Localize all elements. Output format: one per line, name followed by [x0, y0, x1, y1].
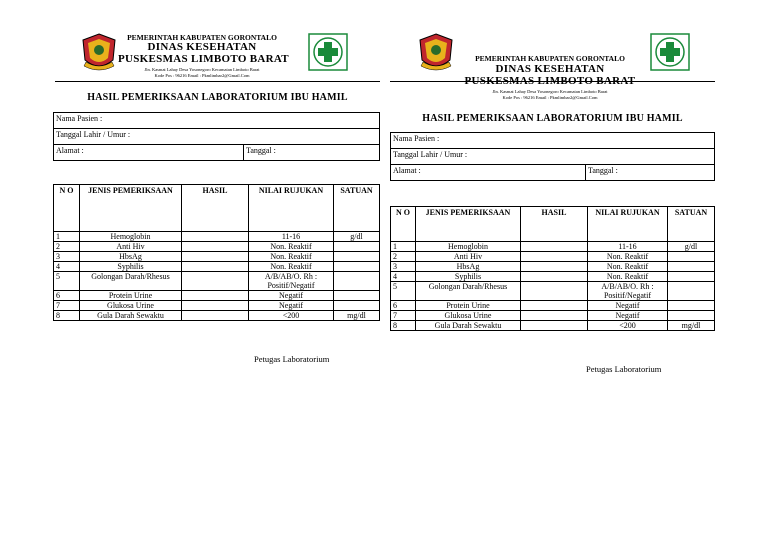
row-number: 2: [54, 242, 80, 252]
unit-cell: mg/dl: [334, 311, 380, 321]
row-number: 8: [391, 321, 416, 331]
exam-name: Protein Urine: [80, 291, 182, 301]
header-divider: [55, 81, 380, 82]
address-line-2: Kode Pos : 96216 Email : Pkmlimbar2@Gmail.Com: [502, 95, 598, 100]
col-jenis: JENIS PEMERIKSAAN: [416, 207, 521, 242]
result-cell[interactable]: [182, 232, 249, 242]
col-satuan: SATUAN: [334, 185, 380, 232]
unit-cell: [334, 262, 380, 272]
result-cell[interactable]: [521, 282, 588, 301]
exam-name: Gula Darah Sewaktu: [80, 311, 182, 321]
document-title: HASIL PEMERIKSAAN LABORATORIUM IBU HAMIL: [422, 113, 683, 124]
exam-name: HbsAg: [80, 252, 182, 262]
reference-value: Non. Reaktif: [588, 252, 668, 262]
address-field[interactable]: Alamat :: [391, 165, 586, 181]
col-nilai: NILAI RUJUKAN: [588, 207, 668, 242]
exam-name: Golongan Darah/Rhesus: [80, 272, 182, 291]
result-cell[interactable]: [182, 311, 249, 321]
dinas-name: DINAS KESEHATAN: [495, 63, 605, 75]
table-row: [54, 262, 380, 272]
table-row: [54, 232, 380, 242]
result-cell[interactable]: [521, 262, 588, 272]
col-satuan: SATUAN: [668, 207, 715, 242]
address-line-2: Kode Pos : 96216 Email : Pkmlimbar2@Gmail.Com: [154, 73, 250, 78]
result-cell[interactable]: [521, 272, 588, 282]
reference-value: Negatif: [588, 311, 668, 321]
lab-results-table: [53, 184, 380, 321]
address-field[interactable]: Alamat :: [54, 145, 244, 161]
exam-name: HbsAg: [416, 262, 521, 272]
health-cross-icon: [308, 33, 348, 71]
table-row: [391, 301, 715, 311]
reference-value: 11-16: [249, 232, 334, 242]
date-field[interactable]: Tanggal :: [244, 145, 380, 161]
row-number: 7: [54, 301, 80, 311]
reference-value: Negatif: [588, 301, 668, 311]
exam-name: Anti Hiv: [80, 242, 182, 252]
signature-label: Petugas Laboratorium: [586, 364, 662, 374]
row-number: 1: [391, 242, 416, 252]
row-number: 1: [54, 232, 80, 242]
reference-value: Non. Reaktif: [588, 262, 668, 272]
table-row: [391, 311, 715, 321]
result-cell[interactable]: [182, 262, 249, 272]
col-jenis: JENIS PEMERIKSAAN: [80, 185, 182, 232]
row-number: 6: [391, 301, 416, 311]
reference-value: 11-16: [588, 242, 668, 252]
reference-value: Non. Reaktif: [249, 252, 334, 262]
col-no: N O: [54, 185, 80, 232]
result-cell[interactable]: [521, 301, 588, 311]
unit-cell: [668, 262, 715, 272]
col-nilai: NILAI RUJUKAN: [249, 185, 334, 232]
unit-cell: g/dl: [668, 242, 715, 252]
puskesmas-name: PUSKESMAS LIMBOTO BARAT: [464, 75, 636, 87]
unit-cell: [334, 272, 380, 291]
health-cross-icon: [650, 33, 690, 71]
unit-cell: [334, 242, 380, 252]
patient-info-table: [53, 112, 380, 161]
patient-name-field[interactable]: Nama Pasien :: [391, 133, 715, 149]
row-number: 7: [391, 311, 416, 321]
lab-form-right: [384, 0, 768, 543]
table-row: [54, 291, 380, 301]
result-cell[interactable]: [182, 291, 249, 301]
unit-cell: g/dl: [334, 232, 380, 242]
table-row: [391, 252, 715, 262]
unit-cell: [668, 311, 715, 321]
exam-name: Gula Darah Sewaktu: [416, 321, 521, 331]
row-number: 4: [391, 272, 416, 282]
row-number: 3: [54, 252, 80, 262]
unit-cell: [334, 291, 380, 301]
result-cell[interactable]: [182, 242, 249, 252]
table-row: [391, 262, 715, 272]
row-number: 8: [54, 311, 80, 321]
puskesmas-name: PUSKESMAS LIMBOTO BARAT: [118, 53, 289, 65]
dinas-name: DINAS KESEHATAN: [147, 41, 257, 53]
table-row: [54, 311, 380, 321]
exam-name: Syphilis: [80, 262, 182, 272]
patient-name-field[interactable]: Nama Pasien :: [54, 113, 380, 129]
reference-value: A/B/AB/O. Rh : Positif/Negatif: [588, 282, 668, 301]
exam-name: Protein Urine: [416, 301, 521, 311]
unit-cell: [668, 282, 715, 301]
reference-value: Non. Reaktif: [249, 242, 334, 252]
row-number: 6: [54, 291, 80, 301]
result-cell[interactable]: [521, 321, 588, 331]
address-line-1: Jln. Kasmat Lahay Desa Yosonegoro Kecamatan Limboto Barat: [492, 89, 608, 94]
signature-label: Petugas Laboratorium: [254, 354, 330, 364]
birth-date-age-field[interactable]: Tanggal Lahir / Umur :: [54, 129, 380, 145]
reference-value: Non. Reaktif: [588, 272, 668, 282]
row-number: 5: [391, 282, 416, 301]
table-row: [391, 272, 715, 282]
table-row: [54, 272, 380, 291]
unit-cell: [334, 252, 380, 262]
lab-results-table: [390, 206, 715, 331]
regency-emblem-icon: [417, 32, 455, 72]
gov-name: PEMERINTAH KABUPATEN GORONTALO: [475, 54, 625, 63]
table-row: [391, 242, 715, 252]
col-hasil: HASIL: [521, 207, 588, 242]
row-number: 2: [391, 252, 416, 262]
result-cell[interactable]: [182, 272, 249, 291]
document-title: HASIL PEMERIKSAAN LABORATORIUM IBU HAMIL: [87, 92, 348, 103]
address-line-1: Jln. Kasmat Lahay Desa Yosonegoro Kecamatan Limboto Barat: [144, 67, 260, 72]
birth-date-age-field[interactable]: Tanggal Lahir / Umur :: [391, 149, 715, 165]
unit-cell: [668, 301, 715, 311]
unit-cell: [334, 301, 380, 311]
date-field[interactable]: Tanggal :: [586, 165, 715, 181]
unit-cell: [668, 252, 715, 262]
row-number: 5: [54, 272, 80, 291]
result-cell[interactable]: [182, 252, 249, 262]
reference-value: <200: [588, 321, 668, 331]
table-row: [54, 252, 380, 262]
header-divider: [390, 81, 715, 82]
result-cell[interactable]: [521, 311, 588, 321]
row-number: 3: [391, 262, 416, 272]
exam-name: Glukosa Urine: [80, 301, 182, 311]
unit-cell: mg/dl: [668, 321, 715, 331]
exam-name: Hemoglobin: [80, 232, 182, 242]
result-cell[interactable]: [521, 242, 588, 252]
table-row: [54, 301, 380, 311]
exam-name: Anti Hiv: [416, 252, 521, 262]
table-row: [54, 242, 380, 252]
exam-name: Golongan Darah/Rhesus: [416, 282, 521, 301]
lab-rows: [54, 232, 380, 321]
reference-value: Negatif: [249, 291, 334, 301]
col-no: N O: [391, 207, 416, 242]
regency-emblem-icon: [80, 32, 118, 72]
reference-value: Negatif: [249, 301, 334, 311]
row-number: 4: [54, 262, 80, 272]
table-row: [391, 321, 715, 331]
col-hasil: HASIL: [182, 185, 249, 232]
table-row: [391, 282, 715, 301]
exam-name: Syphilis: [416, 272, 521, 282]
result-cell[interactable]: [182, 301, 249, 311]
reference-value: A/B/AB/O. Rh : Positif/Negatif: [249, 272, 334, 291]
lab-rows: [391, 242, 715, 331]
patient-info-table: [390, 132, 715, 181]
reference-value: <200: [249, 311, 334, 321]
reference-value: Non. Reaktif: [249, 262, 334, 272]
result-cell[interactable]: [521, 252, 588, 262]
unit-cell: [668, 272, 715, 282]
exam-name: Hemoglobin: [416, 242, 521, 252]
gov-name: PEMERINTAH KABUPATEN GORONTALO: [127, 33, 277, 42]
exam-name: Glukosa Urine: [416, 311, 521, 321]
